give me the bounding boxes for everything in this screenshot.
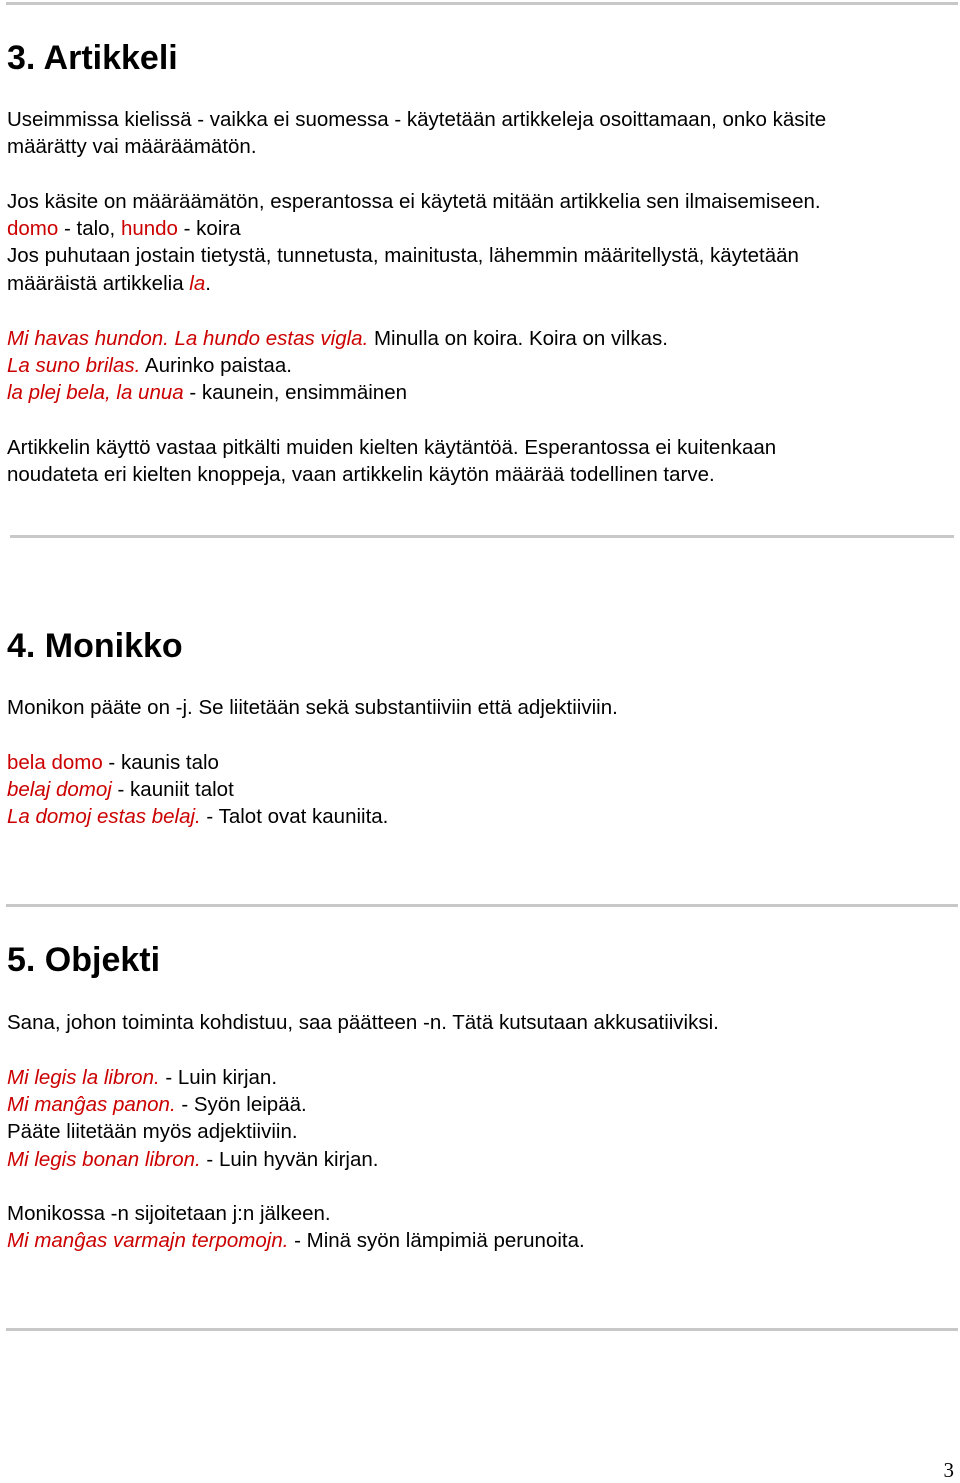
esperanto-sentence: Mi havas hundon. La hundo estas vigla. bbox=[7, 327, 369, 350]
s3-paragraph-3-line-1: Jos puhutaan jostain tietystä, tunnetusta, mainitusta, lähemmin määritellystä, käytetään bbox=[7, 244, 799, 267]
s3-paragraph-1-line-2: määrätty vai määräämätön. bbox=[7, 135, 257, 158]
esperanto-phrase: la plej bela, la unua bbox=[7, 381, 184, 404]
page-number: 3 bbox=[943, 1458, 954, 1482]
translation: - Talot ovat kauniita. bbox=[200, 805, 389, 828]
text: . bbox=[205, 272, 211, 295]
esperanto-sentence: Mi manĝas varmajn terpomojn. bbox=[7, 1229, 289, 1252]
s3-example-2 bbox=[7, 352, 292, 379]
translation: - Luin hyvän kirjan. bbox=[200, 1148, 379, 1171]
esperanto-word: la bbox=[189, 272, 206, 295]
s3-paragraph-1-line-1: Useimmissa kielissä - vaikka ei suomessa - käytetään artikkeleja osoittamaan, onko käsite bbox=[7, 108, 827, 131]
text: määräistä artikkelia bbox=[7, 272, 190, 295]
s5-example-3 bbox=[7, 1146, 379, 1173]
translation: Minulla on koira. Koira on vilkas. bbox=[368, 327, 668, 350]
translation: - kauniit talot bbox=[111, 778, 234, 801]
s3-example-3 bbox=[7, 379, 407, 406]
s5-example-4 bbox=[7, 1227, 585, 1254]
esperanto-word: domo bbox=[7, 217, 59, 240]
translation: - Syön leipää. bbox=[175, 1093, 307, 1116]
s3-example-1 bbox=[7, 325, 668, 352]
esperanto-sentence: Mi legis bonan libron. bbox=[7, 1148, 201, 1171]
esperanto-sentence: Mi legis la libron. bbox=[7, 1066, 160, 1089]
section-divider bbox=[6, 904, 958, 907]
esperanto-sentence: La suno brilas. bbox=[7, 354, 141, 377]
esperanto-sentence: Mi manĝas panon. bbox=[7, 1093, 176, 1116]
s3-paragraph-3-line-2 bbox=[7, 270, 211, 297]
esperanto-sentence: La domoj estas belaj. bbox=[7, 805, 201, 828]
translation: - kaunein, ensimmäinen bbox=[183, 381, 408, 404]
translation: - koira bbox=[177, 217, 241, 240]
s4-example-2 bbox=[7, 776, 234, 803]
s3-paragraph-2: Jos käsite on määräämätön, esperantossa ei käytetä mitään artikkelia sen ilmaisemiseen. bbox=[7, 190, 821, 213]
s4-example-3 bbox=[7, 803, 388, 830]
section-3-title: 3. Artikkeli bbox=[7, 39, 178, 77]
s3-vocab-example bbox=[7, 215, 241, 242]
top-divider bbox=[6, 2, 958, 5]
s3-paragraph-4-line-1: Artikkelin käyttö vastaa pitkälti muiden kielten käytäntöä. Esperantossa ei kuitenkaan bbox=[7, 436, 777, 459]
section-5-title: 5. Objekti bbox=[7, 941, 161, 979]
esperanto-phrase: bela domo bbox=[7, 751, 103, 774]
section-4-title: 4. Monikko bbox=[7, 627, 183, 665]
translation: - Luin kirjan. bbox=[159, 1066, 278, 1089]
s5-example-1 bbox=[7, 1064, 277, 1091]
s4-example-1 bbox=[7, 749, 219, 776]
esperanto-phrase: belaj domoj bbox=[7, 778, 112, 801]
s5-example-2 bbox=[7, 1091, 307, 1118]
s5-paragraph-3: Monikossa -n sijoitetaan j:n jälkeen. bbox=[7, 1202, 331, 1225]
s5-paragraph-1: Sana, johon toiminta kohdistuu, saa päätteen -n. Tätä kutsutaan akkusatiiviksi. bbox=[7, 1011, 719, 1034]
translation: - talo, bbox=[58, 217, 121, 240]
section-divider bbox=[6, 1328, 958, 1331]
s3-paragraph-4-line-2: noudateta eri kielten knoppeja, vaan artikkelin käytön määrää todellinen tarve. bbox=[7, 463, 715, 486]
section-divider bbox=[10, 535, 954, 538]
s5-paragraph-2: Pääte liitetään myös adjektiiviin. bbox=[7, 1120, 298, 1143]
s4-paragraph-1: Monikon pääte on -j. Se liitetään sekä substantiiviin että adjektiiviin. bbox=[7, 696, 618, 719]
translation: - kaunis talo bbox=[102, 751, 219, 774]
translation: Aurinko paistaa. bbox=[140, 354, 292, 377]
esperanto-word: hundo bbox=[120, 217, 178, 240]
translation: - Minä syön lämpimiä perunoita. bbox=[288, 1229, 585, 1252]
